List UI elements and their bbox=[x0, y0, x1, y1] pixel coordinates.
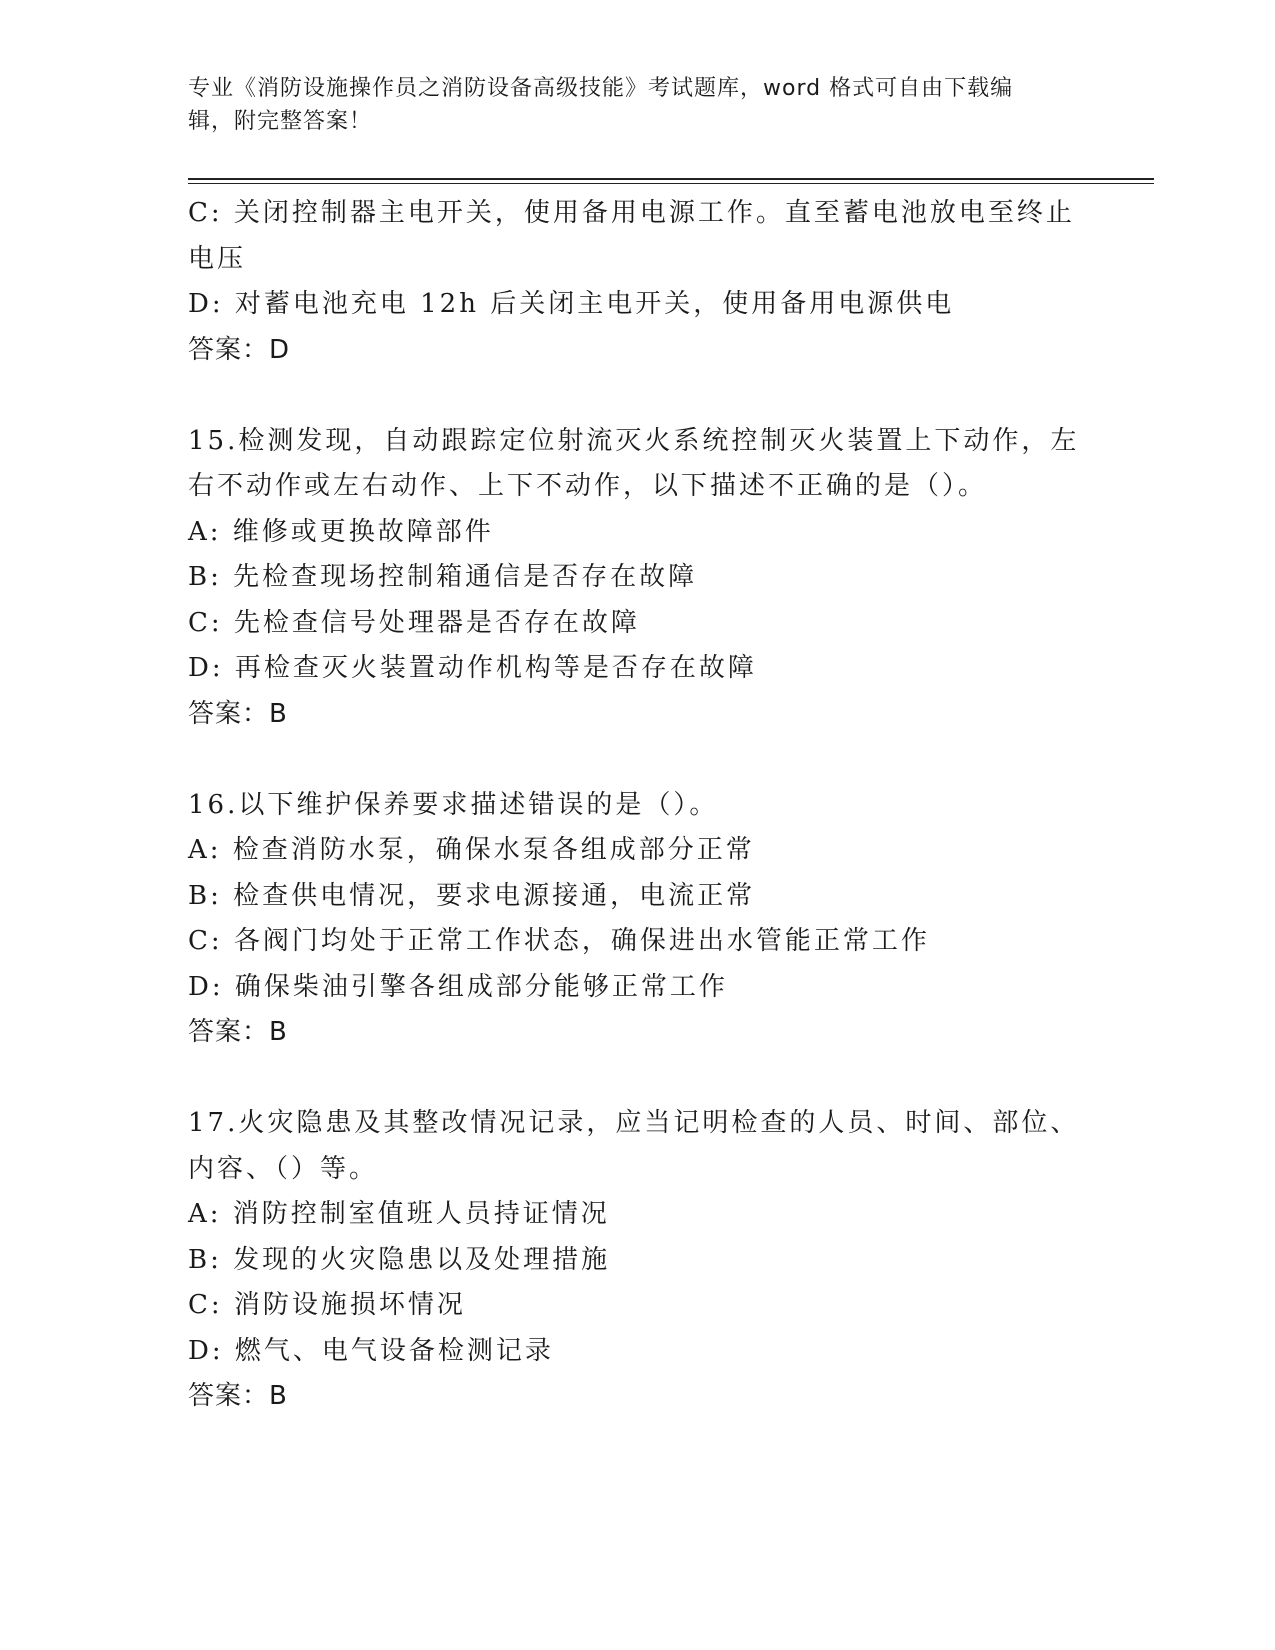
option-d: D: 确保柴油引擎各组成部分能够正常工作 bbox=[188, 971, 728, 1002]
option-b: B: 发现的火灾隐患以及处理措施 bbox=[188, 1244, 611, 1275]
option-c-continued: 电压 bbox=[188, 243, 247, 274]
question-content bbox=[188, 191, 1088, 1420]
header-rule-thin bbox=[188, 183, 1154, 184]
option-c: C: 先检查信号处理器是否存在故障 bbox=[188, 607, 640, 638]
header-line-1: 专业《消防设施操作员之消防设备高级技能》考试题库，word 格式可自由下载编 bbox=[188, 76, 1014, 101]
answer: 答案：D bbox=[188, 334, 291, 365]
question-stem-continued: 内容、（）等。 bbox=[188, 1153, 379, 1184]
option-a: A: 消防控制室值班人员持证情况 bbox=[188, 1199, 610, 1229]
question-15 bbox=[188, 419, 1088, 738]
question-stem-continued: 右不动作或左右动作、上下不动作，以下描述不正确的是（）。 bbox=[188, 471, 988, 501]
question-stem: 15.检测发现，自动跟踪定位射流灭火系统控制灭火装置上下动作，左 bbox=[188, 425, 1080, 456]
question-14-tail bbox=[188, 191, 1088, 373]
answer: 答案：B bbox=[188, 698, 288, 729]
question-spacer bbox=[188, 737, 1088, 783]
question-stem: 17.火灾隐患及其整改情况记录，应当记明检查的人员、时间、部位、 bbox=[188, 1108, 1080, 1138]
option-d: D: 再检查灭火装置动作机构等是否存在故障 bbox=[188, 653, 757, 683]
option-b: B: 先检查现场控制箱通信是否存在故障 bbox=[188, 562, 698, 592]
header-rule-thick bbox=[188, 178, 1154, 180]
answer: 答案：B bbox=[188, 1017, 288, 1047]
option-b: B: 检查供电情况，要求电源接通，电流正常 bbox=[188, 880, 756, 911]
question-stem: 16.以下维护保养要求描述错误的是（）。 bbox=[188, 789, 719, 820]
question-16 bbox=[188, 783, 1088, 1056]
option-a: A: 维修或更换故障部件 bbox=[188, 516, 494, 547]
answer: 答案：B bbox=[188, 1381, 288, 1411]
option-d: D: 对蓄电池充电 12h 后关闭主电开关，使用备用电源供电 bbox=[188, 289, 955, 319]
header-line-2: 辑，附完整答案！ bbox=[188, 109, 373, 134]
option-a: A: 检查消防水泵，确保水泵各组成部分正常 bbox=[188, 835, 755, 865]
question-spacer bbox=[188, 373, 1088, 419]
question-17 bbox=[188, 1101, 1088, 1420]
option-c: C: 关闭控制器主电开关，使用备用电源工作。直至蓄电池放电至终止 bbox=[188, 198, 1075, 228]
option-c: C: 各阀门均处于正常工作状态，确保进出水管能正常工作 bbox=[188, 926, 930, 956]
document-header bbox=[188, 72, 1068, 138]
option-c: C: 消防设施损坏情况 bbox=[188, 1290, 466, 1320]
option-d: D: 燃气、电气设备检测记录 bbox=[188, 1335, 554, 1366]
question-spacer bbox=[188, 1056, 1088, 1102]
